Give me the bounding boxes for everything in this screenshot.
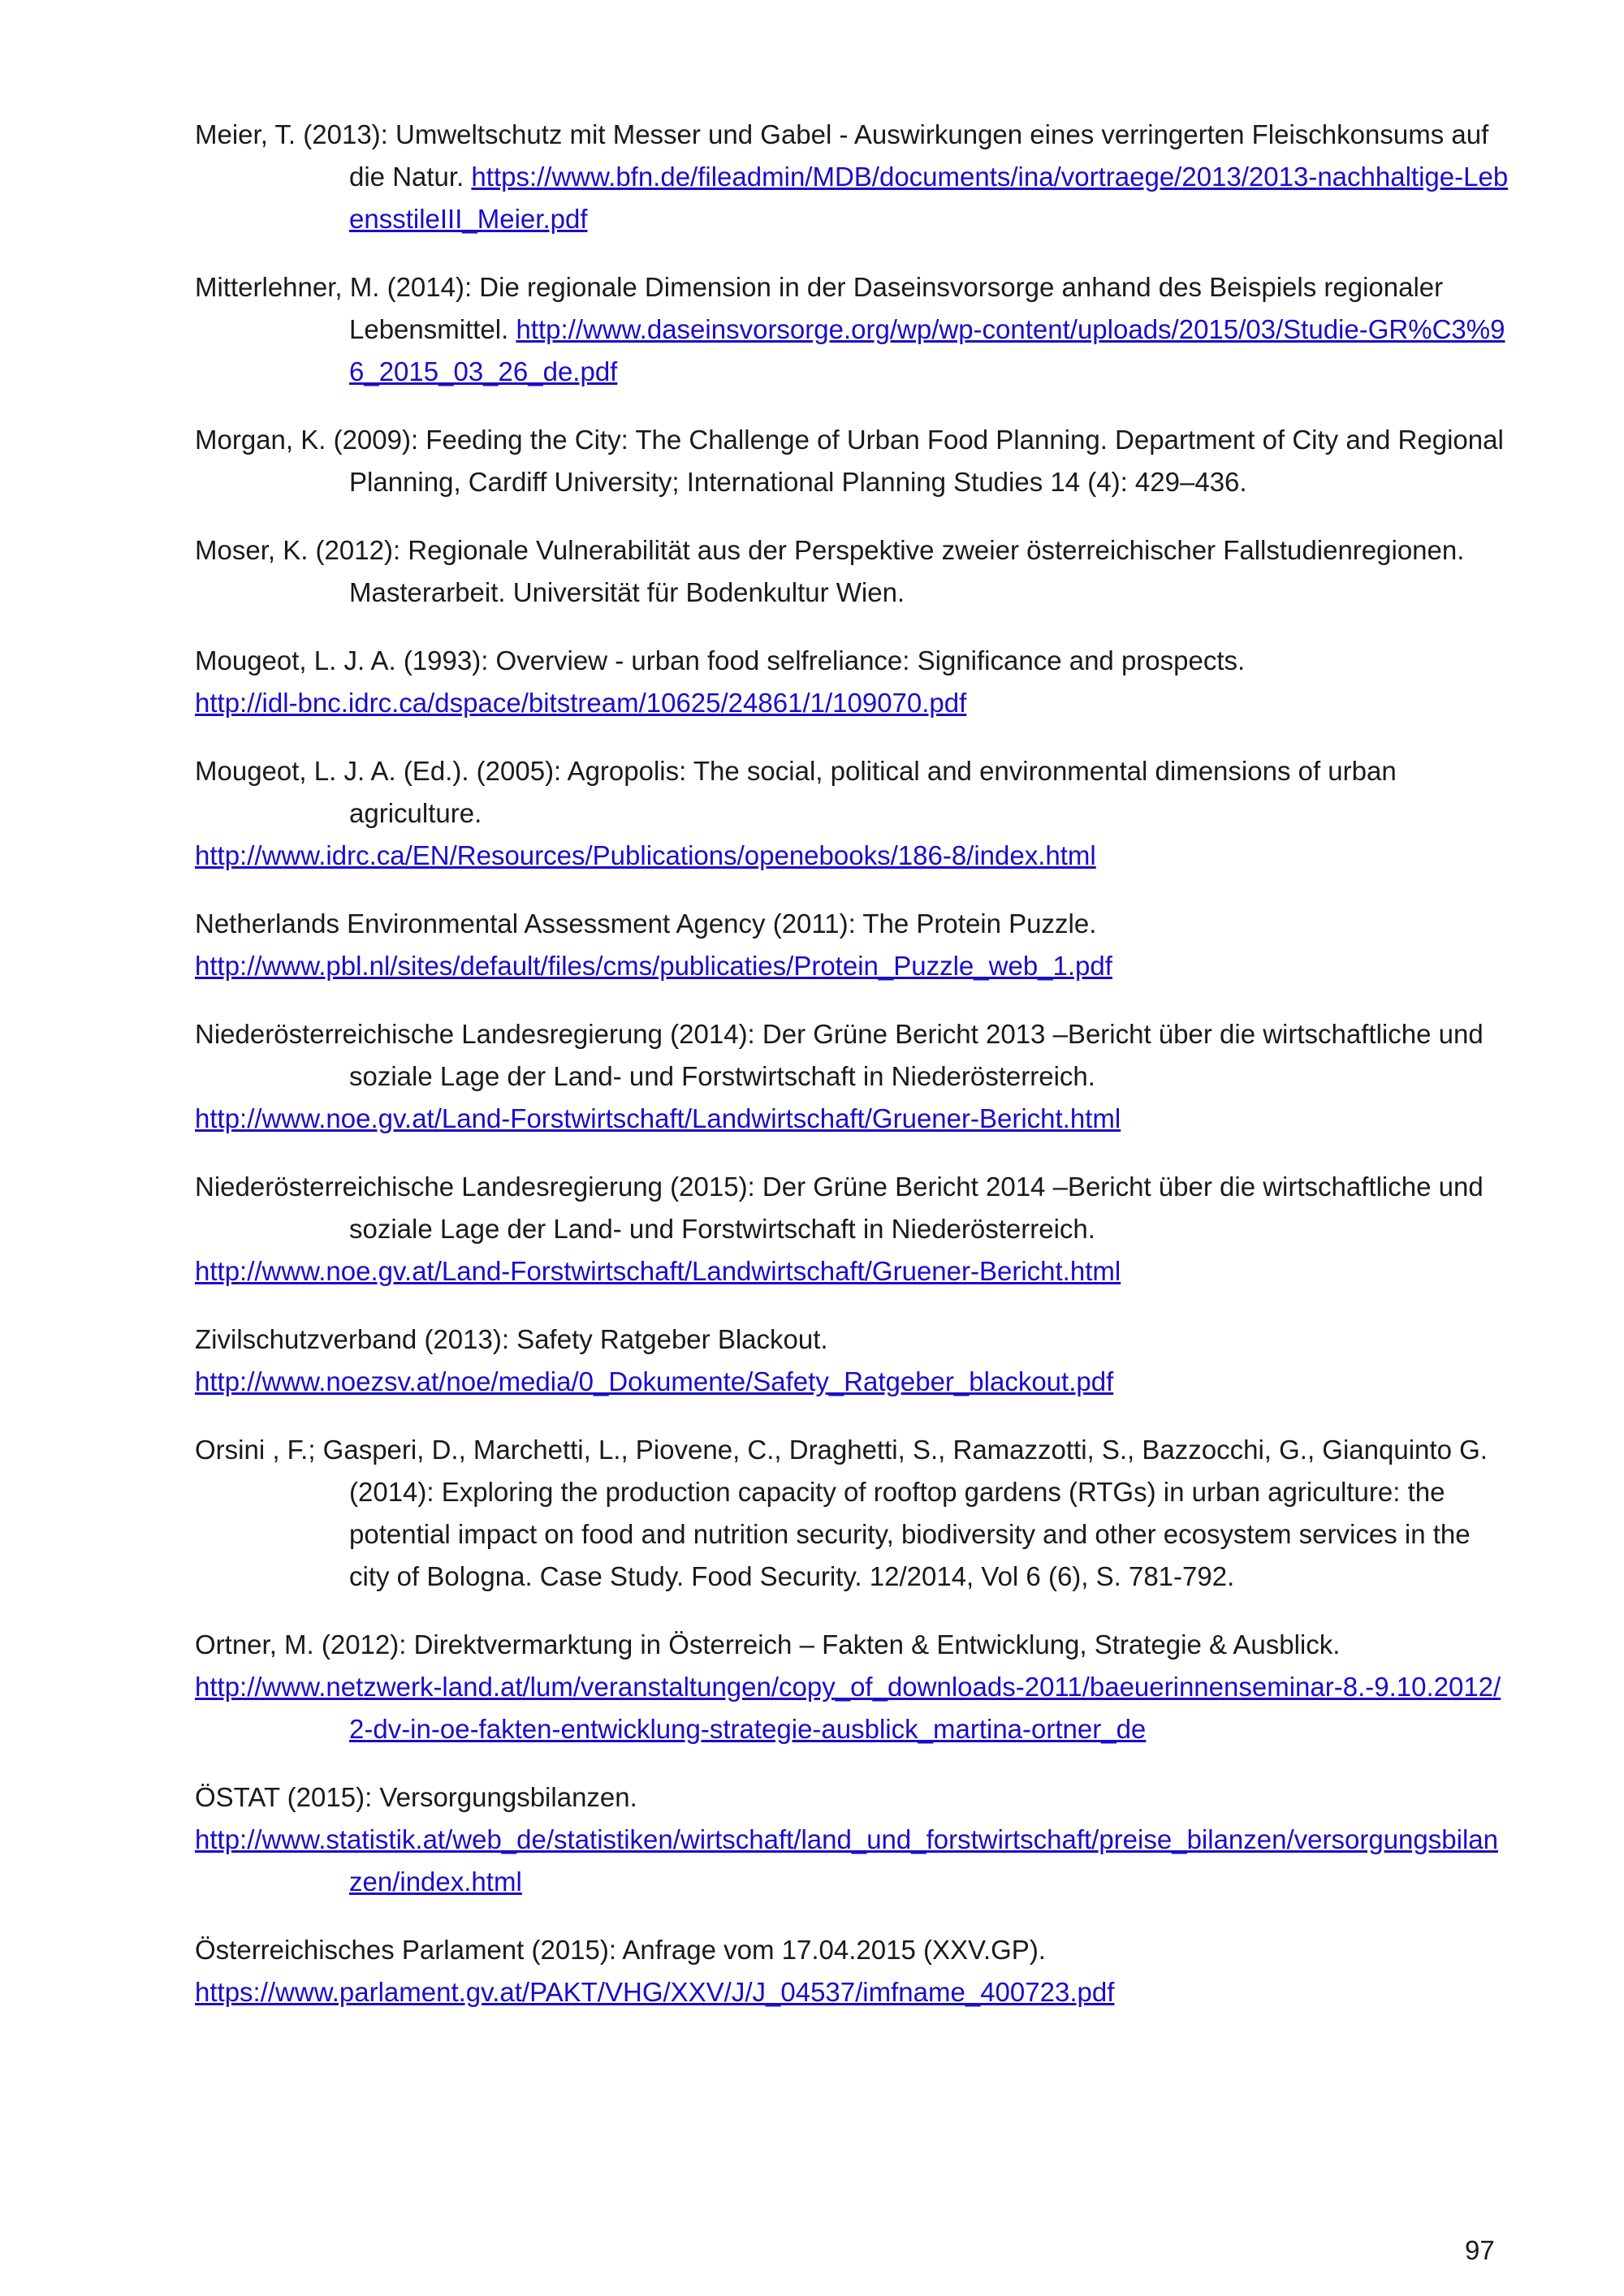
reference-link[interactable]: http://www.noe.gv.at/Land-Forstwirtschaft/Landwirtschaft/Gruener-Bericht.html <box>195 1103 1121 1133</box>
reference-link[interactable]: http://www.idrc.ca/EN/Resources/Publications/openebooks/186-8/index.html <box>195 840 1096 870</box>
reference-entry <box>195 1013 1510 1140</box>
reference-link[interactable]: http://www.netzwerk-land.at/lum/veranstaltungen/copy_of_downloads-2011/baeuerinnenseminar-8.-9.10.2012/2-dv-in-oe-fakten-entwicklung-strategie-ausblick_martina-ortner_de <box>195 1672 1501 1744</box>
reference-text: Orsini , F.; Gasperi, D., Marchetti, L., Piovene, C., Draghetti, S., Ramazzotti, S., Bazzocchi, G., Gianquinto G. (2014): Exploring the production capacity of rooftop gardens (RTGs) in urban agriculture: the potential impact on food and nutrition security, biodiversity and other ecosystem services in the city of Bologna. Case Study. Food Security. 12/2014, Vol 6 (6), S. 781-792. <box>195 1435 1488 1591</box>
reference-text: Mitterlehner, M. (2014): Die regionale Dimension in der Daseinsvorsorge anhand des Beispiels regionaler Lebensmittel. <box>195 272 1444 344</box>
reference-entry <box>195 903 1510 987</box>
reference-text: Zivilschutzverband (2013): Safety Ratgeber Blackout. <box>195 1324 828 1354</box>
reference-link[interactable]: http://www.noezsv.at/noe/media/0_Dokumente/Safety_Ratgeber_blackout.pdf <box>195 1366 1114 1396</box>
reference-entry <box>195 266 1510 393</box>
reference-entry <box>195 1166 1510 1293</box>
reference-text: Moser, K. (2012): Regionale Vulnerabilität aus der Perspektive zweier österreichischer Fallstudienregionen. Masterarbeit. Universität für Bodenkultur Wien. <box>195 535 1465 607</box>
reference-text: Netherlands Environmental Assessment Agency (2011): The Protein Puzzle. <box>195 908 1097 939</box>
reference-link[interactable]: http://www.pbl.nl/sites/default/files/cms/publicaties/Protein_Puzzle_web_1.pdf <box>195 951 1112 981</box>
reference-link[interactable]: http://www.daseinsvorsorge.org/wp/wp-content/uploads/2015/03/Studie-GR%C3%96_2015_03_26_de.pdf <box>349 314 1505 386</box>
reference-text: Meier, T. (2013): Umweltschutz mit Messer und Gabel - Auswirkungen eines verringerten Fleischkonsums auf die Natur. <box>195 119 1489 192</box>
reference-text: Morgan, K. (2009): Feeding the City: The Challenge of Urban Food Planning. Department of City and Regional Planning, Cardiff University; International Planning Studies 14 (4): 429–436. <box>195 425 1504 497</box>
reference-text: Ortner, M. (2012): Direktvermarktung in Österreich – Fakten & Entwicklung, Strategie & Ausblick. <box>195 1629 1341 1659</box>
reference-link[interactable]: http://www.noe.gv.at/Land-Forstwirtschaft/Landwirtschaft/Gruener-Bericht.html <box>195 1256 1121 1286</box>
reference-text: Österreichisches Parlament (2015): Anfrage vom 17.04.2015 (XXV.GP). <box>195 1935 1046 1965</box>
reference-entry <box>195 419 1510 503</box>
reference-entry <box>195 529 1510 614</box>
reference-entry <box>195 114 1510 240</box>
reference-text: Mougeot, L. J. A. (1993): Overview - urban food selfreliance: Significance and prospects. <box>195 645 1246 675</box>
reference-entry <box>195 640 1510 724</box>
reference-entry <box>195 750 1510 877</box>
page-number: 97 <box>1465 2235 1495 2265</box>
reference-entry <box>195 1776 1510 1903</box>
reference-list <box>195 114 1510 2039</box>
reference-text: Niederösterreichische Landesregierung (2015): Der Grüne Bericht 2014 –Bericht über die wirtschaftliche und soziale Lage der Land- und Forstwirtschaft in Niederösterreich. <box>195 1172 1484 1244</box>
reference-link[interactable]: https://www.parlament.gv.at/PAKT/VHG/XXV/J/J_04537/imfname_400723.pdf <box>195 1977 1115 2007</box>
reference-link[interactable]: http://www.statistik.at/web_de/statistiken/wirtschaft/land_und_forstwirtschaft/preise_bilanzen/versorgungsbilanzen/index.html <box>195 1824 1498 1897</box>
reference-link[interactable]: http://idl-bnc.idrc.ca/dspace/bitstream/10625/24861/1/109070.pdf <box>195 688 967 718</box>
reference-text: ÖSTAT (2015): Versorgungsbilanzen. <box>195 1782 637 1812</box>
reference-entry <box>195 1429 1510 1598</box>
reference-entry <box>195 1318 1510 1403</box>
reference-entry <box>195 1929 1510 2013</box>
reference-entry <box>195 1624 1510 1750</box>
reference-text: Mougeot, L. J. A. (Ed.). (2005): Agropolis: The social, political and environmental dimensions of urban agriculture. <box>195 756 1397 828</box>
reference-link[interactable]: https://www.bfn.de/fileadmin/MDB/documents/ina/vortraege/2013/2013-nachhaltige-LebensstileIII_Meier.pdf <box>349 162 1509 234</box>
reference-text: Niederösterreichische Landesregierung (2014): Der Grüne Bericht 2013 –Bericht über die wirtschaftliche und soziale Lage der Land- und Forstwirtschaft in Niederösterreich. <box>195 1019 1484 1091</box>
